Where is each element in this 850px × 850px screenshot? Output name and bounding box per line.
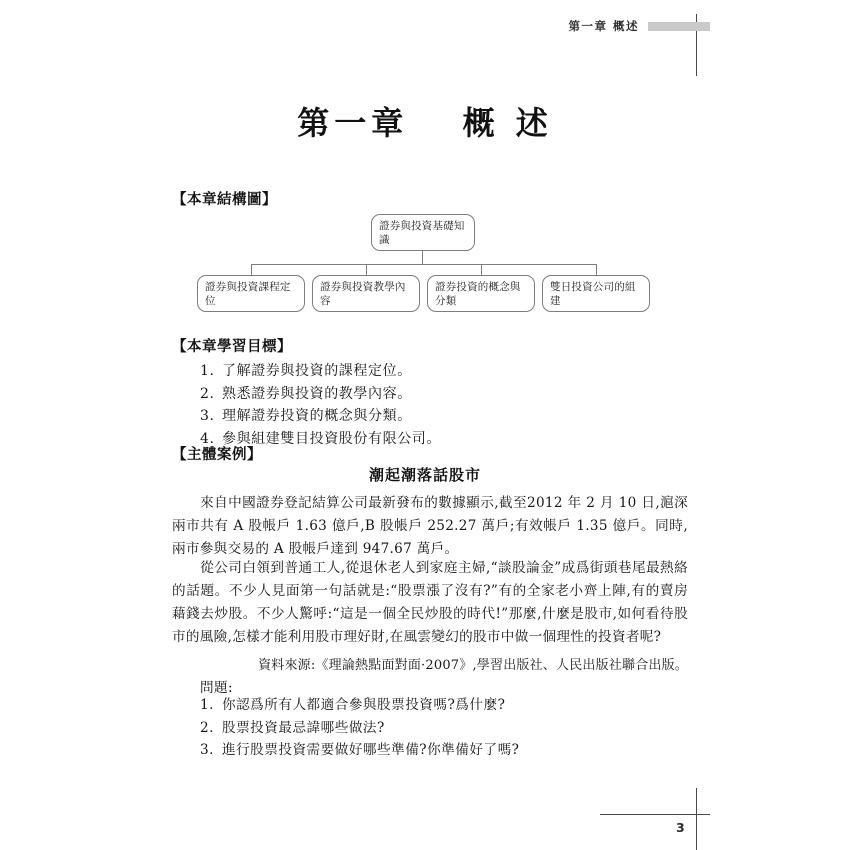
case-study-source: 資料來源:《理論熱點面對面·2007》,學習出版社、人民出版社聯合出版。 bbox=[258, 658, 688, 673]
question-text: 股票投資最忌諱哪些做法? bbox=[222, 719, 385, 736]
diagram-node-leaf-4: 雙日投資公司的組建 bbox=[542, 275, 650, 312]
section-heading-structure: 【本章結構圖】 bbox=[172, 191, 277, 208]
question-number: 3. bbox=[200, 742, 214, 758]
learning-goal-item bbox=[200, 428, 650, 451]
case-study-title: 潮起潮落話股市 bbox=[368, 466, 481, 484]
diagram-node-leaf-3: 證券投資的概念與分類 bbox=[427, 275, 535, 312]
learning-goal-number: 1. bbox=[200, 363, 215, 379]
question-item bbox=[200, 739, 660, 762]
case-study-paragraph-1 bbox=[172, 492, 688, 561]
question-number: 1. bbox=[200, 697, 214, 713]
diagram-connector-horizontal-bus bbox=[251, 264, 596, 265]
section-heading-learning-goals: 【本章學習目標】 bbox=[172, 338, 292, 355]
learning-goal-number: 4. bbox=[200, 430, 215, 447]
diagram-node-leaf-2: 證券與投資教學內容 bbox=[312, 275, 420, 312]
chapter-title-left: 第一章 bbox=[297, 104, 409, 142]
chapter-structure-diagram bbox=[0, 214, 850, 314]
section-heading-case-study: 【主體案例】 bbox=[172, 446, 262, 463]
learning-goal-item bbox=[200, 360, 650, 383]
question-number: 2. bbox=[200, 719, 214, 736]
case-study-paragraph-2-text: 從公司白領到普通工人,從退休老人到家庭主婦,“談股論金”成爲街頭巷尾最熱絡的話題。不少人見面第一句話就是:“股票漲了沒有?”有的全家老小齊上陣,有的賣房藉錢去炒股。不少人驚呼:“這是一個全民炒股的時代!”那麼,什麼是股市,如何看待股市的風險,怎樣才能利用股市理好財,在風雲變幻的股市中做一個理性的投資者呢? bbox=[172, 560, 688, 645]
running-header bbox=[0, 18, 710, 34]
question-item bbox=[200, 694, 660, 717]
page-number: 3 bbox=[676, 820, 685, 835]
diagram-connector-drop-4 bbox=[596, 264, 597, 275]
diagram-connector-root-down bbox=[422, 251, 423, 264]
case-study-paragraph-1-text: 來自中國證券登記結算公司最新發布的數據顯示,截至2012 年 2 月 10 日,滬深兩市共有 A 股帳戶 1.63 億戶,B 股帳戶 252.27 萬戶;有效帳戶 1.35 億戶。同時,兩市參與交易的 A 股帳戶達到 947.67 萬戶。 bbox=[172, 495, 688, 557]
questions-list bbox=[200, 694, 660, 762]
learning-goal-text: 參與組建雙目投資股份有限公司。 bbox=[222, 430, 441, 447]
question-text: 進行股票投資需要做好哪些準備?你準備好了嗎? bbox=[222, 742, 520, 758]
learning-goal-number: 3. bbox=[200, 408, 215, 424]
question-item bbox=[200, 717, 660, 740]
learning-goal-text: 熟悉證券與投資的教學內容。 bbox=[222, 385, 412, 402]
question-text: 你認爲所有人都適合參與股票投資嗎?爲什麼? bbox=[222, 697, 506, 713]
learning-goal-item bbox=[200, 383, 650, 406]
case-study-paragraph-2 bbox=[172, 557, 688, 649]
crop-mark-bottom-vertical-rule bbox=[696, 788, 697, 850]
learning-goal-text: 了解證券與投資的課程定位。 bbox=[222, 363, 412, 379]
diagram-node-root: 證券與投資基礎知識 bbox=[371, 214, 475, 251]
diagram-connector-drop-1 bbox=[251, 264, 252, 275]
header-decoration-bar bbox=[648, 22, 710, 31]
learning-goals-list bbox=[200, 360, 650, 450]
page-title bbox=[0, 98, 850, 144]
diagram-connector-drop-2 bbox=[366, 264, 367, 275]
questions-label: 問題: bbox=[200, 680, 233, 696]
diagram-connector-drop-3 bbox=[481, 264, 482, 275]
chapter-title-right: 概 述 bbox=[462, 104, 553, 142]
learning-goal-item bbox=[200, 405, 650, 428]
learning-goal-number: 2. bbox=[200, 385, 215, 402]
diagram-node-leaf-1: 證券與投資課程定位 bbox=[197, 275, 305, 312]
crop-mark-bottom-horizontal-rule bbox=[600, 814, 710, 815]
learning-goal-text: 理解證券投資的概念與分類。 bbox=[222, 408, 412, 424]
running-header-text: 第一章 概述 bbox=[568, 19, 639, 33]
